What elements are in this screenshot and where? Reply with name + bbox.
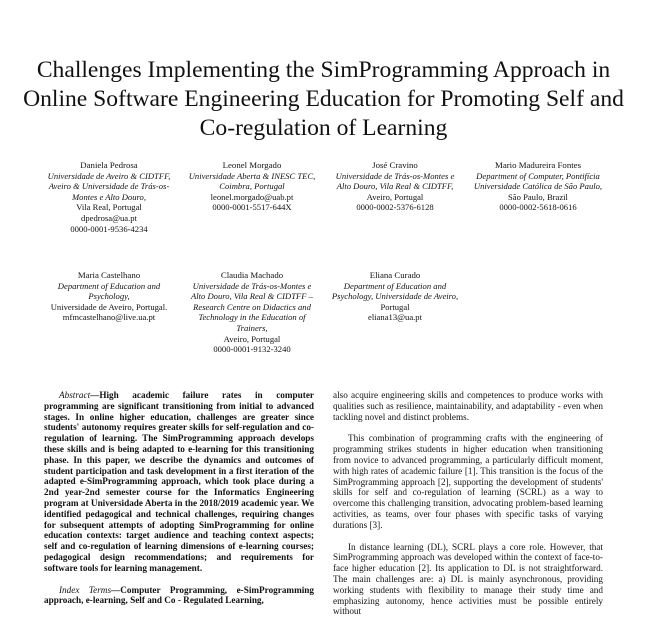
author-location: Aveiro, Portugal xyxy=(223,333,281,344)
author-block xyxy=(187,160,317,213)
author-location: Vila Real, Portugal xyxy=(76,202,142,213)
author-affiliation: Department of Education and Psychology, Universidade de Aveiro, xyxy=(331,280,459,302)
author-block xyxy=(473,160,603,213)
author-orcid: 0000-0001-9132-3240 xyxy=(213,344,291,355)
author-name: Eliana Curado xyxy=(369,270,421,280)
author-affiliation: Universidade de Aveiro & CIDTFF, Aveiro & Universidade de Trás-os-Montes e Alto Douro, xyxy=(47,170,171,202)
right-column xyxy=(333,390,603,617)
author-affiliation: Universidade de Trás-os-Montes e Alto Douro, Vila Real & CIDTFF, xyxy=(335,170,455,192)
author-email: leonel.morgado@uab.pt xyxy=(210,191,294,202)
author-name: José Cravino xyxy=(372,160,418,170)
author-affiliation: Universidade de Trás-os-Montes e Alto Douro, Vila Real & CIDTFF – Research Centre on Didactics and Technology in the Education of Trainers, xyxy=(191,280,313,333)
body-paragraph: In distance learning (DL), SCRL plays a core role. However, that SimProgramming approach was developed within the context of face-to-face higher education [2]. Its application to DL is not straightforward. The main challenges are: a) DL is mainly asynchronous, providing working students with flexibility to manage their study time and emphasizing autonomy, hence activities must be possible entirely without xyxy=(333,541,603,617)
author-name: Leonel Morgado xyxy=(222,160,282,170)
author-block xyxy=(44,270,174,323)
left-column xyxy=(44,390,314,606)
author-orcid: 0000-0002-5618-0616 xyxy=(499,202,577,213)
author-name: Claudia Machado xyxy=(220,270,284,280)
index-terms xyxy=(44,585,314,607)
author-block xyxy=(330,270,460,323)
abstract xyxy=(44,390,314,574)
author-orcid: 0000-0001-5517-644X xyxy=(212,202,292,213)
author-location: Aveiro, Portugal xyxy=(366,191,424,202)
author-affiliation: Department of Education and Psychology, xyxy=(57,280,161,302)
author-location: Portugal xyxy=(380,301,410,312)
author-name: Daniela Pedrosa xyxy=(80,160,138,170)
author-location: São Paulo, Brazil xyxy=(508,191,568,202)
author-email: dpedrosa@ua.pt xyxy=(81,212,137,223)
author-block xyxy=(44,160,174,234)
body-paragraph: This combination of programming crafts with the engineering of programming strikes students in higher education when transitioning from novice to advanced programming, a particularly difficult moment, with high rates of academic failure [1]. This transition is the focus of the SimProgramming approach [2], supporting the development of students' skills for self and co-regulation of learning (SCRL) as a way to overcome this challenging transition, advocating problem-based learning activities, as teams, over four phases with specific tasks of varying durations [3]. xyxy=(333,433,603,530)
author-location: Universidade de Aveiro, Portugal. xyxy=(50,301,168,312)
author-email: eliana13@ua.pt xyxy=(368,312,422,323)
author-block xyxy=(330,160,460,213)
index-terms-label: Index Terms xyxy=(59,584,112,595)
abstract-label: Abstract xyxy=(59,390,91,400)
author-orcid: 0000-0002-5376-6128 xyxy=(356,202,434,213)
index-terms-text: —Computer Programming, e-SimProgramming approach, e-learning, Self and Co - Regulated Learning, xyxy=(44,584,314,606)
author-affiliation: Universidade Aberta & INESC TEC, Coimbra, Portugal xyxy=(188,170,316,192)
abstract-text: —High academic failure rates in computer programming are significant transitioning from initial to advanced stages. In online higher education, challenges are greater since students' autonomy requires greater skills for self-regulation and co-regulation of learning. The SimProgramming approach develops these skills and is being adapted to e-learning for this transitioning phase. In this paper, we describe the dynamics and outcomes of student participation and task development in a first iteration of the adapted e-SimProgramming approach, which took place during a 2nd year-2nd semester course for the Informatics Engineering program at Universidade Aberta in the 2018/2019 academic year. We identified pedagogical and technical challenges, requiring changes for subsequent attempts of adopting SimProgramming for online education contexts: target audience and teaching context aspects; self and co-regulation of learning dimensions of e-learning courses; pedagogical design recommendations; and requirements for software tools for learning management. xyxy=(44,390,314,573)
author-affiliation: Department of Computer, Pontifícia Universidade Católica de São Paulo, xyxy=(473,170,603,192)
author-name: Maria Castelhano xyxy=(77,270,141,280)
author-email: mfmcastelhano@live.ua.pt xyxy=(62,312,156,323)
author-name: Mario Madureira Fontes xyxy=(495,160,581,170)
author-orcid: 0000-0001-9536-4234 xyxy=(70,223,148,234)
paper-title: Challenges Implementing the SimProgramming Approach in Online Software Engineering Education for Promoting Self and Co-regulation of Learning xyxy=(23,57,624,141)
author-block xyxy=(187,270,317,355)
body-paragraph: also acquire engineering skills and competences to produce works with qualities such as resilience, maintainability, and adaptability - even when tackling novel and distinct problems. xyxy=(333,390,603,422)
